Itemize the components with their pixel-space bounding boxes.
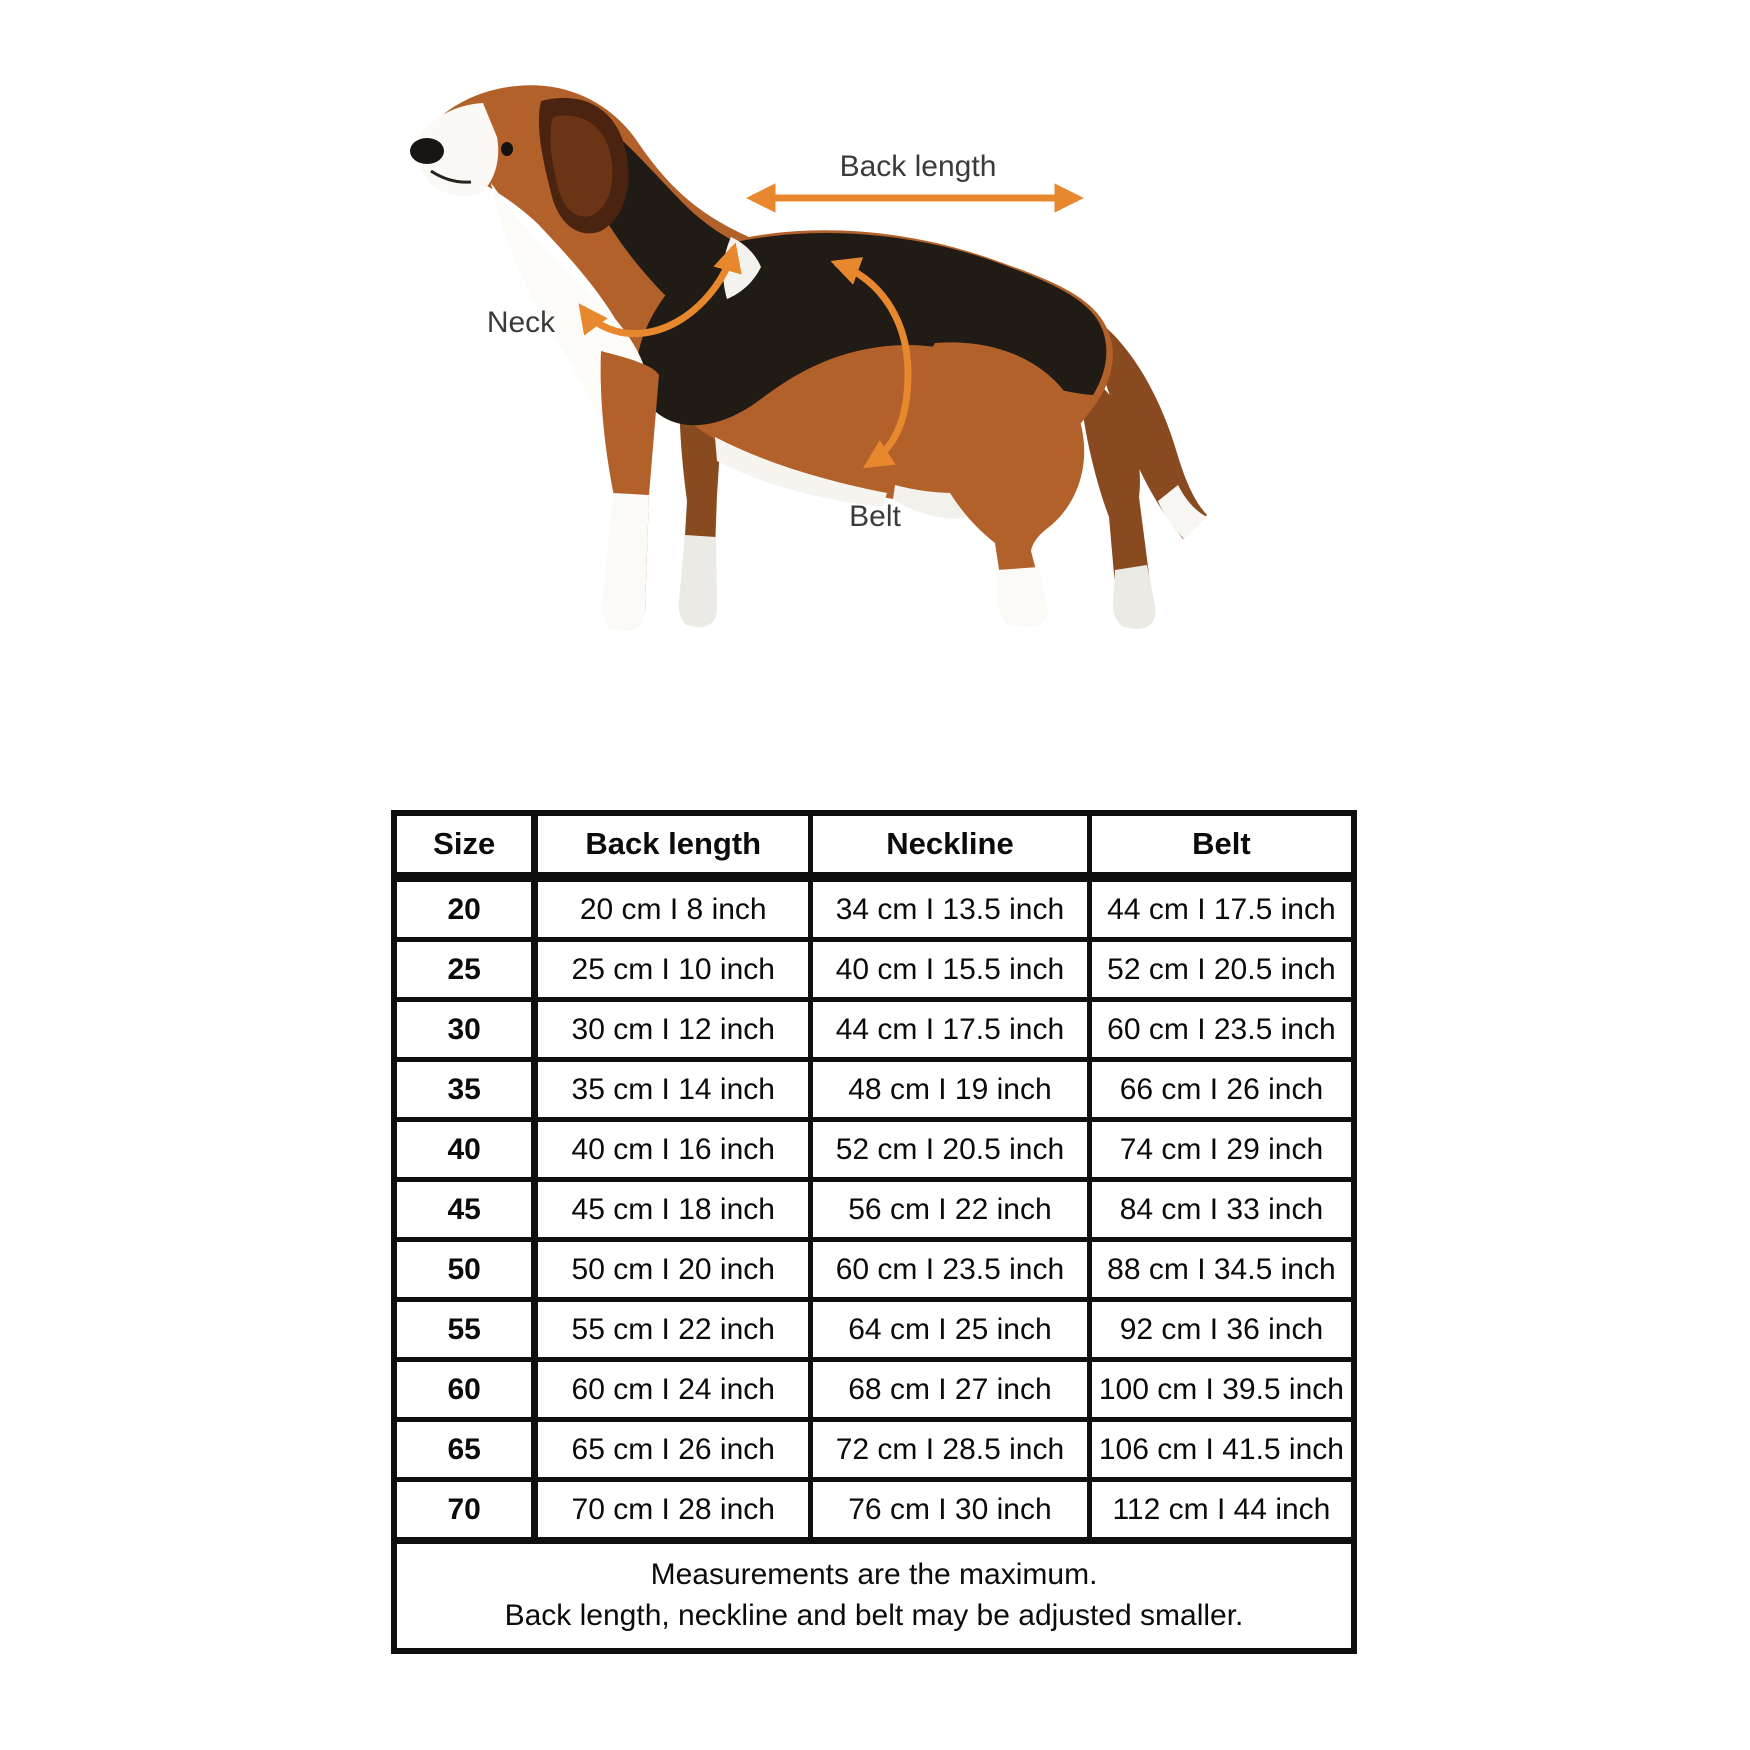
cell-neckline: 76 cm I 30 inch: [811, 1480, 1090, 1541]
cell-size: 40: [394, 1120, 535, 1180]
belt-label: Belt: [849, 500, 901, 533]
table-row: [394, 1060, 1354, 1120]
cell-back_length: 35 cm I 14 inch: [535, 1060, 811, 1120]
cell-back_length: 70 cm I 28 inch: [535, 1480, 811, 1541]
header-neckline: Neckline: [811, 813, 1090, 877]
cell-belt: 74 cm I 29 inch: [1119, 1132, 1324, 1166]
cell-neckline: 40 cm I 15.5 inch: [811, 940, 1090, 1000]
cell-size: 50: [394, 1240, 535, 1300]
cell-back_length: 30 cm I 12 inch: [535, 1000, 811, 1060]
cell-neckline: 68 cm I 27 inch: [811, 1360, 1090, 1420]
table-row: [394, 1300, 1354, 1360]
cell-neckline: 64 cm I 25 inch: [811, 1300, 1090, 1360]
cell-back_length: 55 cm I 22 inch: [535, 1300, 811, 1360]
cell-belt: 52 cm I 20.5 inch: [1107, 952, 1336, 986]
table-row: [394, 1360, 1354, 1420]
cell-size: 70: [394, 1480, 535, 1541]
neck-label: Neck: [486, 306, 556, 339]
cell-belt: 88 cm I 34.5 inch: [1107, 1252, 1336, 1286]
cell-size: 60: [394, 1360, 535, 1420]
table-header-row: [394, 813, 1354, 877]
belt-measure-arrow-icon: [808, 243, 923, 488]
cell-belt: 100 cm I 39.5 inch: [1098, 1372, 1344, 1406]
cell-size: 35: [394, 1060, 535, 1120]
cell-neckline: 72 cm I 28.5 inch: [811, 1420, 1090, 1480]
cell-neckline: 52 cm I 20.5 inch: [811, 1120, 1090, 1180]
cell-neckline: 56 cm I 22 inch: [811, 1180, 1090, 1240]
neck-measure-arrow-icon: [552, 212, 762, 352]
header-back-length: Back length: [535, 813, 811, 877]
table-row: [394, 1120, 1354, 1180]
cell-neckline: 48 cm I 19 inch: [811, 1060, 1090, 1120]
header-size: Size: [394, 813, 535, 877]
table-row: [394, 940, 1354, 1000]
cell-back_length: 60 cm I 24 inch: [535, 1360, 811, 1420]
cell-back_length: 45 cm I 18 inch: [535, 1180, 811, 1240]
cell-size: 65: [394, 1420, 535, 1480]
cell-size: 45: [394, 1180, 535, 1240]
cell-belt: 106 cm I 41.5 inch: [1098, 1432, 1344, 1466]
size-table: [391, 810, 1357, 1654]
cell-belt: 44 cm I 17.5 inch: [1107, 892, 1336, 926]
cell-size: 30: [394, 1000, 535, 1060]
cell-back_length: 40 cm I 16 inch: [535, 1120, 811, 1180]
table-row: [394, 1420, 1354, 1480]
size-table-body: [394, 877, 1354, 1541]
table-row: [394, 877, 1354, 940]
cell-belt: 66 cm I 26 inch: [1119, 1072, 1324, 1106]
cell-belt: 84 cm I 33 inch: [1119, 1192, 1324, 1226]
table-row: [394, 1480, 1354, 1541]
back-length-arrow-icon: [740, 184, 1090, 212]
cell-back_length: 25 cm I 10 inch: [535, 940, 811, 1000]
table-row: [394, 1180, 1354, 1240]
cell-neckline: 60 cm I 23.5 inch: [811, 1240, 1090, 1300]
footer-note-line2: Back length, neckline and belt may be adjusted smaller.: [504, 1599, 1244, 1632]
table-row: [394, 1000, 1354, 1060]
cell-back_length: 65 cm I 26 inch: [535, 1420, 811, 1480]
footer-note-line1: Measurements are the maximum.: [650, 1558, 1098, 1591]
table-row: [394, 1240, 1354, 1300]
cell-size: 20: [394, 877, 535, 940]
header-belt: Belt: [1089, 813, 1354, 877]
cell-neckline: 34 cm I 13.5 inch: [811, 877, 1090, 940]
cell-belt: 60 cm I 23.5 inch: [1107, 1012, 1336, 1046]
cell-belt: 112 cm I 44 inch: [1112, 1492, 1331, 1526]
back-length-label: Back length: [839, 150, 997, 183]
cell-belt: 92 cm I 36 inch: [1119, 1312, 1324, 1346]
cell-back_length: 20 cm I 8 inch: [535, 877, 811, 940]
cell-back_length: 50 cm I 20 inch: [535, 1240, 811, 1300]
cell-size: 55: [394, 1300, 535, 1360]
footer-note: [394, 1541, 1354, 1652]
cell-neckline: 44 cm I 17.5 inch: [811, 1000, 1090, 1060]
cell-size: 25: [394, 940, 535, 1000]
table-footer-row: [394, 1541, 1354, 1652]
